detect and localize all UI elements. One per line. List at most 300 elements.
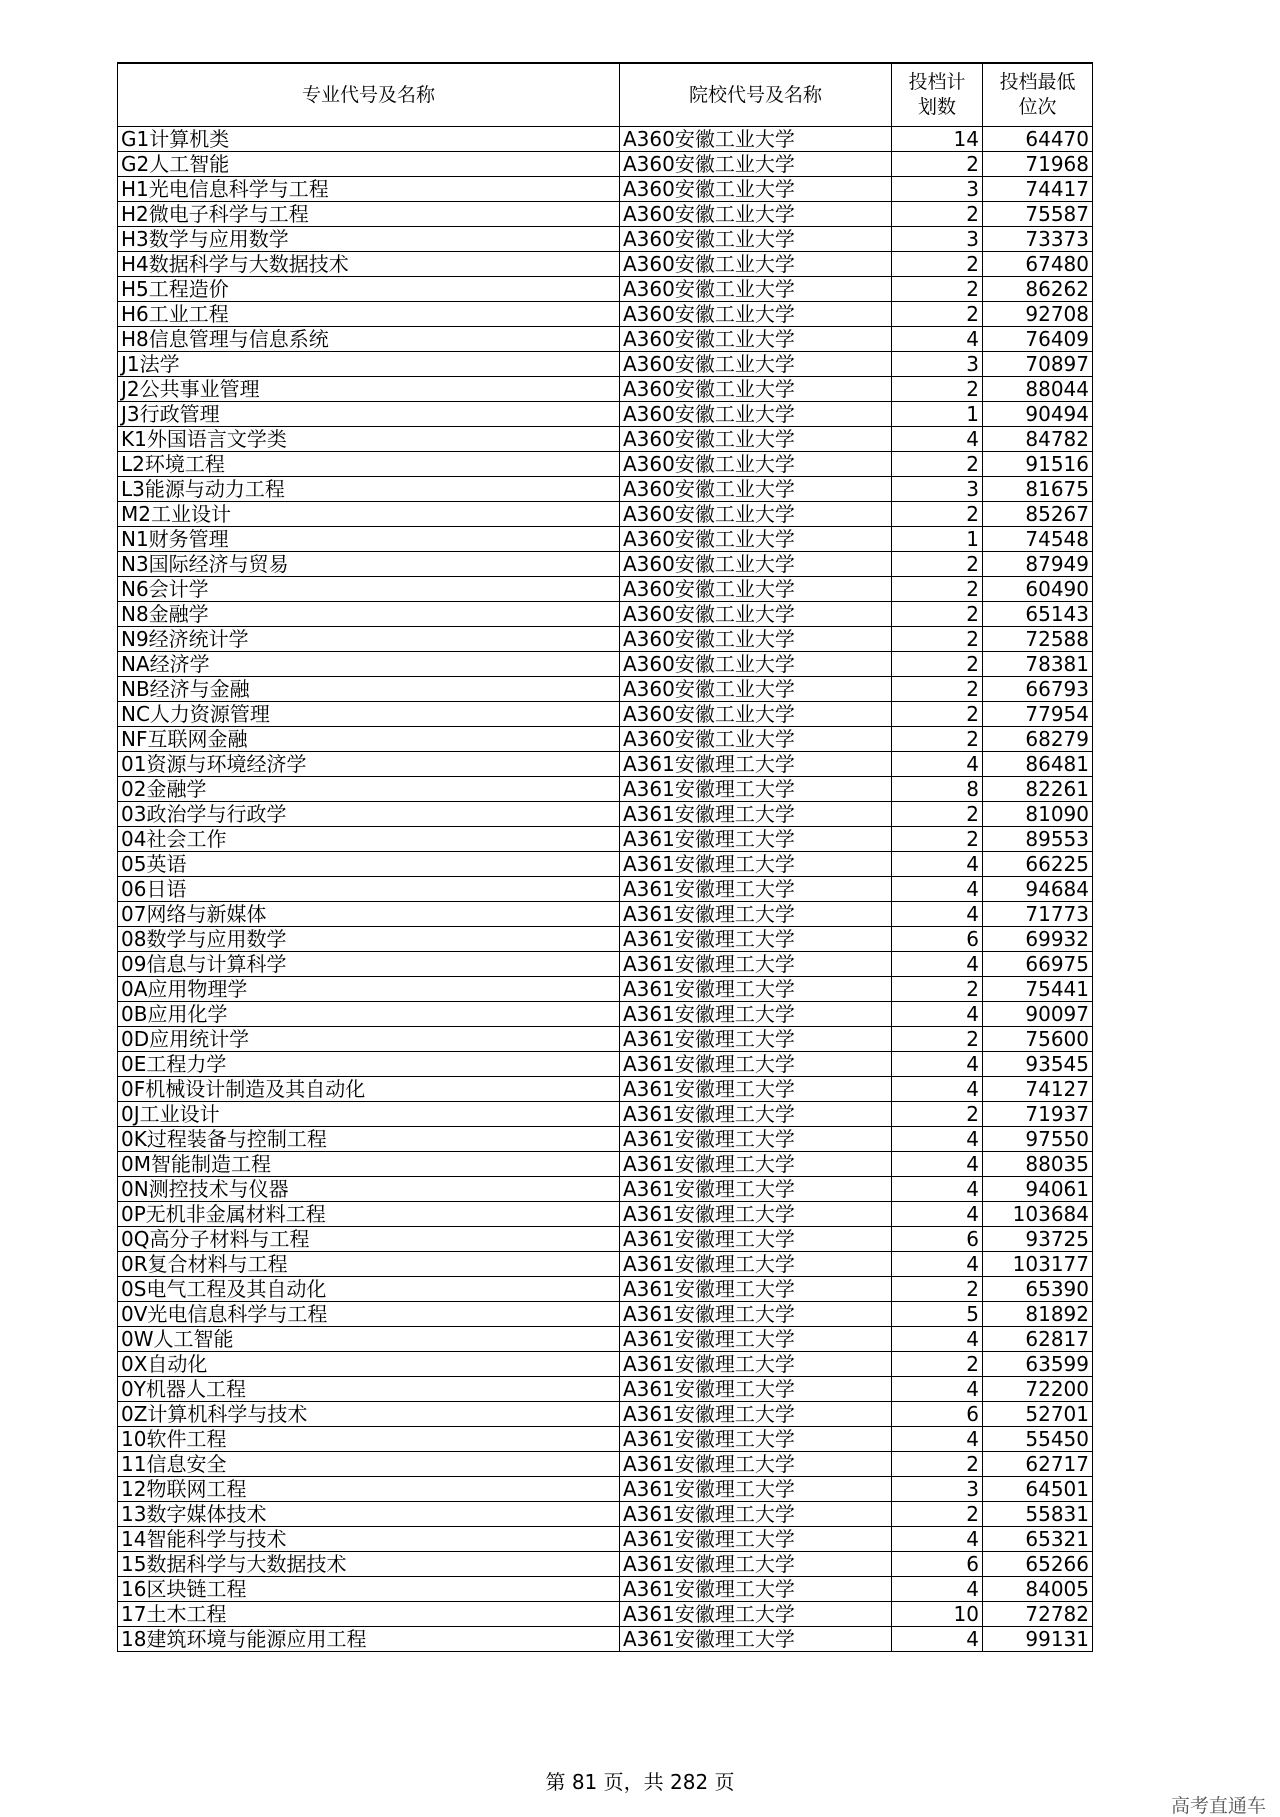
cell-school: A361安徽理工大学 bbox=[620, 1627, 892, 1652]
cell-school: A361安徽理工大学 bbox=[620, 777, 892, 802]
table-row bbox=[118, 1477, 1093, 1502]
header-min-rank bbox=[983, 63, 1093, 127]
cell-school: A361安徽理工大学 bbox=[620, 877, 892, 902]
cell-min-rank: 75441 bbox=[983, 977, 1093, 1002]
table-row bbox=[118, 652, 1093, 677]
cell-school: A360安徽工业大学 bbox=[620, 552, 892, 577]
cell-school: A360安徽工业大学 bbox=[620, 177, 892, 202]
cell-school: A361安徽理工大学 bbox=[620, 1052, 892, 1077]
table-row bbox=[118, 577, 1093, 602]
table-row bbox=[118, 1552, 1093, 1577]
cell-min-rank: 55450 bbox=[983, 1427, 1093, 1452]
table-row bbox=[118, 1202, 1093, 1227]
cell-min-rank: 60490 bbox=[983, 577, 1093, 602]
cell-school: A361安徽理工大学 bbox=[620, 1177, 892, 1202]
cell-major: J2公共事业管理 bbox=[118, 377, 620, 402]
table-row bbox=[118, 927, 1093, 952]
table-row bbox=[118, 1052, 1093, 1077]
watermark-text: 高考直通车 bbox=[1170, 1795, 1266, 1817]
cell-major: 0Q高分子材料与工程 bbox=[118, 1227, 620, 1252]
cell-plan-count: 4 bbox=[892, 1202, 983, 1227]
cell-min-rank: 65321 bbox=[983, 1527, 1093, 1552]
cell-school: A360安徽工业大学 bbox=[620, 302, 892, 327]
cell-major: 07网络与新媒体 bbox=[118, 902, 620, 927]
cell-min-rank: 63599 bbox=[983, 1352, 1093, 1377]
cell-plan-count: 4 bbox=[892, 852, 983, 877]
cell-school: A360安徽工业大学 bbox=[620, 202, 892, 227]
table-row bbox=[118, 302, 1093, 327]
table-row bbox=[118, 277, 1093, 302]
cell-major: H4数据科学与大数据技术 bbox=[118, 252, 620, 277]
table-row bbox=[118, 377, 1093, 402]
cell-school: A361安徽理工大学 bbox=[620, 1502, 892, 1527]
cell-school: A360安徽工业大学 bbox=[620, 727, 892, 752]
cell-major: L3能源与动力工程 bbox=[118, 477, 620, 502]
cell-min-rank: 103684 bbox=[983, 1202, 1093, 1227]
cell-plan-count: 2 bbox=[892, 827, 983, 852]
cell-school: A360安徽工业大学 bbox=[620, 577, 892, 602]
cell-min-rank: 62717 bbox=[983, 1452, 1093, 1477]
cell-min-rank: 66225 bbox=[983, 852, 1093, 877]
table-row bbox=[118, 1627, 1093, 1652]
cell-plan-count: 2 bbox=[892, 627, 983, 652]
cell-plan-count: 2 bbox=[892, 1102, 983, 1127]
cell-plan-count: 6 bbox=[892, 927, 983, 952]
cell-school: A361安徽理工大学 bbox=[620, 1527, 892, 1552]
cell-school: A361安徽理工大学 bbox=[620, 1252, 892, 1277]
cell-major: 09信息与计算科学 bbox=[118, 952, 620, 977]
cell-min-rank: 74417 bbox=[983, 177, 1093, 202]
cell-school: A360安徽工业大学 bbox=[620, 227, 892, 252]
cell-min-rank: 65390 bbox=[983, 1277, 1093, 1302]
table-row bbox=[118, 1377, 1093, 1402]
cell-major: 08数学与应用数学 bbox=[118, 927, 620, 952]
header-plan-line-1: 投档计 bbox=[908, 71, 966, 93]
table-row bbox=[118, 902, 1093, 927]
cell-plan-count: 6 bbox=[892, 1552, 983, 1577]
cell-school: A360安徽工业大学 bbox=[620, 652, 892, 677]
cell-school: A361安徽理工大学 bbox=[620, 1327, 892, 1352]
cell-min-rank: 75600 bbox=[983, 1027, 1093, 1052]
cell-school: A360安徽工业大学 bbox=[620, 127, 892, 152]
table-row bbox=[118, 427, 1093, 452]
cell-min-rank: 99131 bbox=[983, 1627, 1093, 1652]
cell-major: 10软件工程 bbox=[118, 1427, 620, 1452]
table-row bbox=[118, 752, 1093, 777]
cell-plan-count: 2 bbox=[892, 1502, 983, 1527]
cell-major: 0K过程装备与控制工程 bbox=[118, 1127, 620, 1152]
table-row bbox=[118, 802, 1093, 827]
cell-school: A361安徽理工大学 bbox=[620, 1227, 892, 1252]
cell-min-rank: 82261 bbox=[983, 777, 1093, 802]
cell-school: A361安徽理工大学 bbox=[620, 1027, 892, 1052]
cell-min-rank: 84782 bbox=[983, 427, 1093, 452]
cell-plan-count: 2 bbox=[892, 377, 983, 402]
cell-major: NA经济学 bbox=[118, 652, 620, 677]
cell-major: 06日语 bbox=[118, 877, 620, 902]
cell-major: 0X自动化 bbox=[118, 1352, 620, 1377]
cell-major: H5工程造价 bbox=[118, 277, 620, 302]
table-row bbox=[118, 1502, 1093, 1527]
table-row bbox=[118, 1277, 1093, 1302]
cell-school: A360安徽工业大学 bbox=[620, 327, 892, 352]
cell-school: A361安徽理工大学 bbox=[620, 827, 892, 852]
cell-school: A361安徽理工大学 bbox=[620, 1127, 892, 1152]
cell-plan-count: 4 bbox=[892, 1527, 983, 1552]
cell-plan-count: 2 bbox=[892, 1352, 983, 1377]
cell-min-rank: 81892 bbox=[983, 1302, 1093, 1327]
cell-min-rank: 68279 bbox=[983, 727, 1093, 752]
cell-major: N8金融学 bbox=[118, 602, 620, 627]
cell-school: A360安徽工业大学 bbox=[620, 602, 892, 627]
cell-major: H2微电子科学与工程 bbox=[118, 202, 620, 227]
cell-school: A360安徽工业大学 bbox=[620, 527, 892, 552]
cell-major: 05英语 bbox=[118, 852, 620, 877]
cell-plan-count: 2 bbox=[892, 152, 983, 177]
cell-plan-count: 2 bbox=[892, 677, 983, 702]
table-row bbox=[118, 1077, 1093, 1102]
table-row bbox=[118, 527, 1093, 552]
cell-plan-count: 6 bbox=[892, 1402, 983, 1427]
header-rank-line-2: 位次 bbox=[1018, 96, 1057, 118]
table-row bbox=[118, 1302, 1093, 1327]
cell-major: NC人力资源管理 bbox=[118, 702, 620, 727]
table-row bbox=[118, 1027, 1093, 1052]
cell-school: A360安徽工业大学 bbox=[620, 502, 892, 527]
table-row bbox=[118, 402, 1093, 427]
table-row bbox=[118, 1152, 1093, 1177]
table-row bbox=[118, 352, 1093, 377]
cell-plan-count: 4 bbox=[892, 1127, 983, 1152]
cell-min-rank: 67480 bbox=[983, 252, 1093, 277]
table-row bbox=[118, 1602, 1093, 1627]
cell-major: 15数据科学与大数据技术 bbox=[118, 1552, 620, 1577]
cell-major: J3行政管理 bbox=[118, 402, 620, 427]
cell-major: M2工业设计 bbox=[118, 502, 620, 527]
cell-school: A361安徽理工大学 bbox=[620, 1202, 892, 1227]
cell-major: 0Y机器人工程 bbox=[118, 1377, 620, 1402]
cell-school: A361安徽理工大学 bbox=[620, 927, 892, 952]
cell-school: A361安徽理工大学 bbox=[620, 902, 892, 927]
cell-major: 0F机械设计制造及其自动化 bbox=[118, 1077, 620, 1102]
cell-major: G2人工智能 bbox=[118, 152, 620, 177]
cell-min-rank: 81675 bbox=[983, 477, 1093, 502]
cell-plan-count: 6 bbox=[892, 1227, 983, 1252]
cell-min-rank: 91516 bbox=[983, 452, 1093, 477]
cell-major: G1计算机类 bbox=[118, 127, 620, 152]
cell-min-rank: 72588 bbox=[983, 627, 1093, 652]
cell-plan-count: 2 bbox=[892, 277, 983, 302]
cell-plan-count: 4 bbox=[892, 1377, 983, 1402]
cell-min-rank: 86481 bbox=[983, 752, 1093, 777]
cell-min-rank: 97550 bbox=[983, 1127, 1093, 1152]
header-school: 院校代号及名称 bbox=[620, 63, 892, 127]
cell-school: A361安徽理工大学 bbox=[620, 1077, 892, 1102]
cell-major: 02金融学 bbox=[118, 777, 620, 802]
cell-min-rank: 93725 bbox=[983, 1227, 1093, 1252]
cell-school: A360安徽工业大学 bbox=[620, 427, 892, 452]
cell-major: 0S电气工程及其自动化 bbox=[118, 1277, 620, 1302]
cell-school: A361安徽理工大学 bbox=[620, 1002, 892, 1027]
cell-plan-count: 4 bbox=[892, 877, 983, 902]
cell-school: A360安徽工业大学 bbox=[620, 627, 892, 652]
cell-plan-count: 2 bbox=[892, 302, 983, 327]
cell-school: A360安徽工业大学 bbox=[620, 702, 892, 727]
cell-major: 14智能科学与技术 bbox=[118, 1527, 620, 1552]
cell-major: N1财务管理 bbox=[118, 527, 620, 552]
cell-plan-count: 2 bbox=[892, 1452, 983, 1477]
cell-school: A361安徽理工大学 bbox=[620, 852, 892, 877]
cell-min-rank: 81090 bbox=[983, 802, 1093, 827]
table-row bbox=[118, 1177, 1093, 1202]
table-row bbox=[118, 1327, 1093, 1352]
cell-plan-count: 2 bbox=[892, 252, 983, 277]
table-row bbox=[118, 227, 1093, 252]
cell-plan-count: 2 bbox=[892, 702, 983, 727]
table-row bbox=[118, 727, 1093, 752]
table-row bbox=[118, 602, 1093, 627]
cell-min-rank: 64501 bbox=[983, 1477, 1093, 1502]
cell-major: 0J工业设计 bbox=[118, 1102, 620, 1127]
cell-min-rank: 86262 bbox=[983, 277, 1093, 302]
cell-major: NF互联网金融 bbox=[118, 727, 620, 752]
cell-major: N9经济统计学 bbox=[118, 627, 620, 652]
cell-min-rank: 84005 bbox=[983, 1577, 1093, 1602]
table-row bbox=[118, 1527, 1093, 1552]
cell-plan-count: 4 bbox=[892, 427, 983, 452]
cell-plan-count: 2 bbox=[892, 552, 983, 577]
cell-min-rank: 71968 bbox=[983, 152, 1093, 177]
cell-major: NB经济与金融 bbox=[118, 677, 620, 702]
cell-school: A360安徽工业大学 bbox=[620, 152, 892, 177]
cell-min-rank: 66975 bbox=[983, 952, 1093, 977]
cell-school: A361安徽理工大学 bbox=[620, 1277, 892, 1302]
cell-plan-count: 5 bbox=[892, 1302, 983, 1327]
cell-plan-count: 4 bbox=[892, 752, 983, 777]
cell-min-rank: 64470 bbox=[983, 127, 1093, 152]
cell-plan-count: 2 bbox=[892, 727, 983, 752]
cell-plan-count: 1 bbox=[892, 527, 983, 552]
table-row bbox=[118, 977, 1093, 1002]
table-body bbox=[118, 127, 1093, 1652]
cell-min-rank: 75587 bbox=[983, 202, 1093, 227]
cell-plan-count: 2 bbox=[892, 602, 983, 627]
cell-min-rank: 62817 bbox=[983, 1327, 1093, 1352]
cell-min-rank: 94061 bbox=[983, 1177, 1093, 1202]
cell-plan-count: 2 bbox=[892, 1277, 983, 1302]
cell-plan-count: 2 bbox=[892, 202, 983, 227]
cell-plan-count: 4 bbox=[892, 1052, 983, 1077]
cell-school: A361安徽理工大学 bbox=[620, 802, 892, 827]
table-row bbox=[118, 852, 1093, 877]
cell-min-rank: 70897 bbox=[983, 352, 1093, 377]
cell-min-rank: 72200 bbox=[983, 1377, 1093, 1402]
cell-min-rank: 77954 bbox=[983, 702, 1093, 727]
cell-major: L2环境工程 bbox=[118, 452, 620, 477]
cell-major: 0A应用物理学 bbox=[118, 977, 620, 1002]
cell-major: 0P无机非金属材料工程 bbox=[118, 1202, 620, 1227]
cell-major: 11信息安全 bbox=[118, 1452, 620, 1477]
cell-plan-count: 3 bbox=[892, 177, 983, 202]
cell-school: A361安徽理工大学 bbox=[620, 1352, 892, 1377]
cell-major: 0R复合材料与工程 bbox=[118, 1252, 620, 1277]
cell-min-rank: 89553 bbox=[983, 827, 1093, 852]
cell-plan-count: 10 bbox=[892, 1602, 983, 1627]
table-row bbox=[118, 1577, 1093, 1602]
cell-plan-count: 4 bbox=[892, 1002, 983, 1027]
cell-plan-count: 2 bbox=[892, 577, 983, 602]
cell-school: A361安徽理工大学 bbox=[620, 952, 892, 977]
cell-school: A360安徽工业大学 bbox=[620, 402, 892, 427]
cell-min-rank: 52701 bbox=[983, 1402, 1093, 1427]
cell-major: H3数学与应用数学 bbox=[118, 227, 620, 252]
cell-plan-count: 2 bbox=[892, 652, 983, 677]
cell-school: A361安徽理工大学 bbox=[620, 1477, 892, 1502]
cell-major: N6会计学 bbox=[118, 577, 620, 602]
table-row bbox=[118, 252, 1093, 277]
cell-school: A361安徽理工大学 bbox=[620, 752, 892, 777]
table-row bbox=[118, 327, 1093, 352]
cell-plan-count: 3 bbox=[892, 352, 983, 377]
cell-major: 17土木工程 bbox=[118, 1602, 620, 1627]
cell-major: 03政治学与行政学 bbox=[118, 802, 620, 827]
cell-min-rank: 74127 bbox=[983, 1077, 1093, 1102]
cell-min-rank: 88035 bbox=[983, 1152, 1093, 1177]
cell-plan-count: 4 bbox=[892, 1077, 983, 1102]
cell-school: A360安徽工业大学 bbox=[620, 377, 892, 402]
cell-min-rank: 93545 bbox=[983, 1052, 1093, 1077]
cell-school: A361安徽理工大学 bbox=[620, 1452, 892, 1477]
cell-min-rank: 72782 bbox=[983, 1602, 1093, 1627]
cell-major: 0V光电信息科学与工程 bbox=[118, 1302, 620, 1327]
table-row bbox=[118, 1227, 1093, 1252]
cell-plan-count: 4 bbox=[892, 1427, 983, 1452]
table-row bbox=[118, 1252, 1093, 1277]
cell-min-rank: 90097 bbox=[983, 1002, 1093, 1027]
cell-school: A361安徽理工大学 bbox=[620, 1402, 892, 1427]
cell-school: A360安徽工业大学 bbox=[620, 252, 892, 277]
cell-school: A361安徽理工大学 bbox=[620, 1102, 892, 1127]
cell-major: 16区块链工程 bbox=[118, 1577, 620, 1602]
cell-plan-count: 4 bbox=[892, 327, 983, 352]
table-row bbox=[118, 452, 1093, 477]
cell-school: A361安徽理工大学 bbox=[620, 1602, 892, 1627]
cell-plan-count: 4 bbox=[892, 1177, 983, 1202]
cell-major: H8信息管理与信息系统 bbox=[118, 327, 620, 352]
table-row bbox=[118, 877, 1093, 902]
cell-min-rank: 85267 bbox=[983, 502, 1093, 527]
cell-major: K1外国语言文学类 bbox=[118, 427, 620, 452]
cell-plan-count: 4 bbox=[892, 1627, 983, 1652]
cell-major: 04社会工作 bbox=[118, 827, 620, 852]
cell-plan-count: 2 bbox=[892, 1027, 983, 1052]
cell-min-rank: 78381 bbox=[983, 652, 1093, 677]
table-row bbox=[118, 502, 1093, 527]
table-row bbox=[118, 1402, 1093, 1427]
cell-major: 0N测控技术与仪器 bbox=[118, 1177, 620, 1202]
table-row bbox=[118, 827, 1093, 852]
table-row bbox=[118, 177, 1093, 202]
cell-school: A360安徽工业大学 bbox=[620, 277, 892, 302]
cell-plan-count: 4 bbox=[892, 1152, 983, 1177]
cell-min-rank: 88044 bbox=[983, 377, 1093, 402]
cell-school: A360安徽工业大学 bbox=[620, 452, 892, 477]
cell-min-rank: 55831 bbox=[983, 1502, 1093, 1527]
cell-plan-count: 4 bbox=[892, 952, 983, 977]
cell-major: 0E工程力学 bbox=[118, 1052, 620, 1077]
cell-major: N3国际经济与贸易 bbox=[118, 552, 620, 577]
cell-plan-count: 4 bbox=[892, 1577, 983, 1602]
cell-plan-count: 2 bbox=[892, 452, 983, 477]
table-row bbox=[118, 1352, 1093, 1377]
cell-major: 0D应用统计学 bbox=[118, 1027, 620, 1052]
cell-plan-count: 4 bbox=[892, 1252, 983, 1277]
header-plan-line-2: 划数 bbox=[917, 96, 956, 118]
table-row bbox=[118, 202, 1093, 227]
table-row bbox=[118, 1452, 1093, 1477]
table-row bbox=[118, 702, 1093, 727]
cell-major: H6工业工程 bbox=[118, 302, 620, 327]
cell-plan-count: 1 bbox=[892, 402, 983, 427]
cell-min-rank: 94684 bbox=[983, 877, 1093, 902]
cell-min-rank: 74548 bbox=[983, 527, 1093, 552]
cell-plan-count: 3 bbox=[892, 477, 983, 502]
cell-school: A361安徽理工大学 bbox=[620, 1552, 892, 1577]
cell-plan-count: 3 bbox=[892, 227, 983, 252]
table-row bbox=[118, 152, 1093, 177]
table-row bbox=[118, 1002, 1093, 1027]
cell-min-rank: 92708 bbox=[983, 302, 1093, 327]
cell-major: 0Z计算机科学与技术 bbox=[118, 1402, 620, 1427]
table-row bbox=[118, 552, 1093, 577]
cell-plan-count: 3 bbox=[892, 1477, 983, 1502]
cell-min-rank: 69932 bbox=[983, 927, 1093, 952]
cell-major: 0M智能制造工程 bbox=[118, 1152, 620, 1177]
cell-plan-count: 4 bbox=[892, 1327, 983, 1352]
cell-school: A360安徽工业大学 bbox=[620, 352, 892, 377]
cell-major: 01资源与环境经济学 bbox=[118, 752, 620, 777]
cell-min-rank: 90494 bbox=[983, 402, 1093, 427]
admission-table bbox=[117, 62, 1093, 1652]
cell-min-rank: 87949 bbox=[983, 552, 1093, 577]
table-header-row bbox=[118, 63, 1093, 127]
cell-plan-count: 8 bbox=[892, 777, 983, 802]
table-row bbox=[118, 1427, 1093, 1452]
page-number: 第 81 页，共 282 页 bbox=[545, 1770, 735, 1794]
cell-major: H1光电信息科学与工程 bbox=[118, 177, 620, 202]
table-row bbox=[118, 477, 1093, 502]
table-row bbox=[118, 677, 1093, 702]
cell-major: 18建筑环境与能源应用工程 bbox=[118, 1627, 620, 1652]
cell-min-rank: 66793 bbox=[983, 677, 1093, 702]
cell-min-rank: 73373 bbox=[983, 227, 1093, 252]
cell-school: A361安徽理工大学 bbox=[620, 1577, 892, 1602]
table-row bbox=[118, 1102, 1093, 1127]
cell-school: A360安徽工业大学 bbox=[620, 677, 892, 702]
header-rank-line-1: 投档最低 bbox=[999, 71, 1076, 93]
cell-school: A361安徽理工大学 bbox=[620, 1302, 892, 1327]
header-major: 专业代号及名称 bbox=[118, 63, 620, 127]
cell-major: 0W人工智能 bbox=[118, 1327, 620, 1352]
table-row bbox=[118, 777, 1093, 802]
header-plan-count bbox=[892, 63, 983, 127]
cell-school: A361安徽理工大学 bbox=[620, 977, 892, 1002]
cell-school: A361安徽理工大学 bbox=[620, 1377, 892, 1402]
table-row bbox=[118, 952, 1093, 977]
cell-plan-count: 14 bbox=[892, 127, 983, 152]
cell-plan-count: 4 bbox=[892, 902, 983, 927]
cell-major: 13数字媒体技术 bbox=[118, 1502, 620, 1527]
